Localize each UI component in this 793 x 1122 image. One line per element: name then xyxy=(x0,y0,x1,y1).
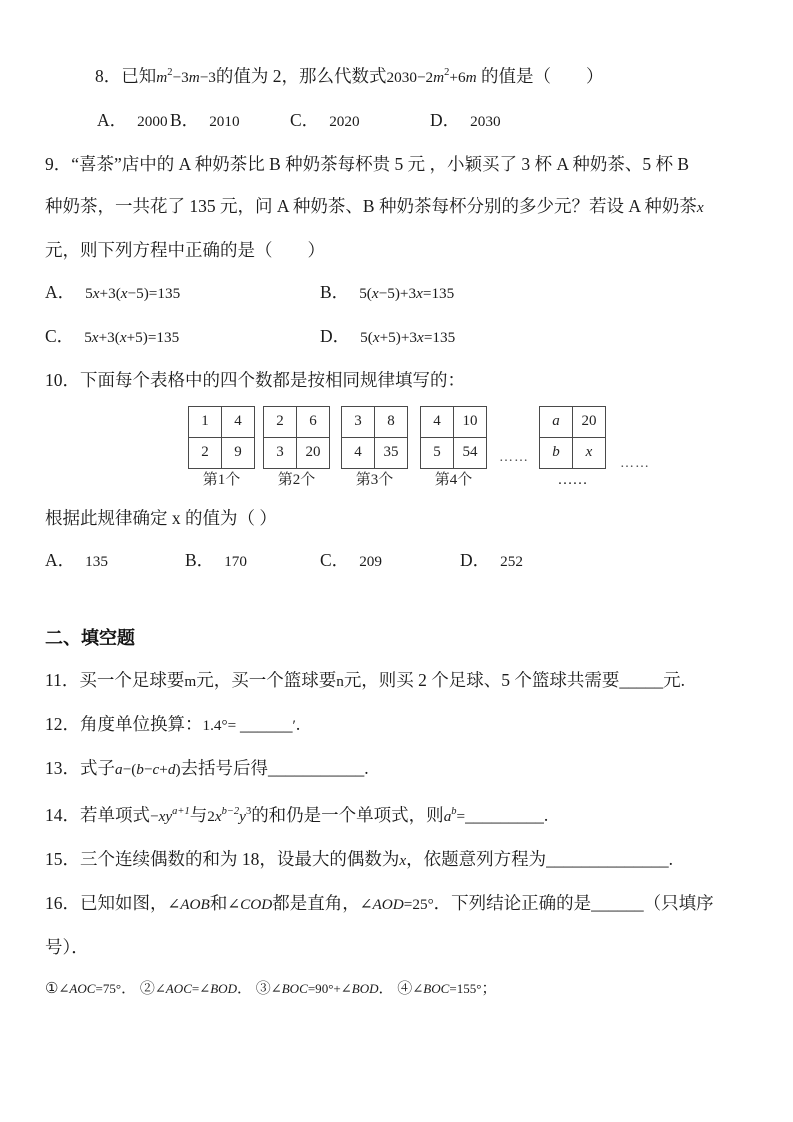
table-grid xyxy=(420,406,487,469)
text-segment: ) xyxy=(175,760,181,778)
text-segment: 5( xyxy=(359,284,372,302)
text-segment: y xyxy=(239,807,246,825)
text-segment: a xyxy=(443,807,452,825)
text-segment: ，依题意列方程为______________. xyxy=(406,848,674,869)
text-segment: 根据此规律确定 x 的值为（ ） xyxy=(45,507,277,528)
question-9-line-3 xyxy=(45,229,751,271)
text-segment: 和 xyxy=(209,892,228,913)
table-cell: 35 xyxy=(375,438,407,468)
text-segment: 13．式子 xyxy=(45,757,115,778)
text-segment: −( xyxy=(122,760,137,778)
table-cell: a xyxy=(540,407,572,437)
table-cell: 20 xyxy=(573,407,605,437)
table-cell: b xyxy=(540,438,572,468)
text-segment: ______ xyxy=(240,713,293,734)
table-cell: 6 xyxy=(297,407,329,437)
text-segment: − xyxy=(143,760,153,778)
option-label: A． xyxy=(97,109,128,130)
text-segment: ； xyxy=(481,980,497,997)
text-segment: ∠AOD xyxy=(359,895,404,913)
question-10-followup xyxy=(45,497,751,539)
text-segment: 11．买一个足球要 xyxy=(45,669,185,690)
text-segment: ∠BOD xyxy=(340,980,379,996)
text-segment: x xyxy=(120,284,128,302)
option-value xyxy=(470,110,500,130)
option-value xyxy=(137,110,167,130)
option-label: D． xyxy=(430,109,461,130)
option-8-a xyxy=(97,99,170,143)
question-9-line-2 xyxy=(45,185,751,229)
text-segment: 3 xyxy=(245,805,252,817)
option-label: B． xyxy=(320,281,350,302)
text-segment: 170 xyxy=(224,552,248,570)
table-cell: 3 xyxy=(342,407,374,437)
question-12-text xyxy=(45,703,751,747)
text-segment: 种奶茶，一共花了 135 元，问 A 种奶茶、B 种奶茶每杯分别的多少元？若设 A 种奶茶 xyxy=(45,195,697,216)
text-segment: 5( xyxy=(360,328,373,346)
text-segment: 的值是（ ） xyxy=(476,65,604,86)
text-segment: 2 xyxy=(444,67,450,78)
option-value xyxy=(209,110,239,130)
section-2-heading: 二、填空题 xyxy=(45,627,135,648)
text-segment: _________. xyxy=(465,804,549,825)
text-segment: 209 xyxy=(359,552,383,570)
question-16-line-1 xyxy=(45,882,751,926)
text-segment: −3 xyxy=(172,68,189,86)
question-10-options xyxy=(45,539,751,583)
table-cell: 8 xyxy=(375,407,407,437)
text-segment: m xyxy=(156,68,168,86)
text-segment: b xyxy=(451,805,457,817)
table-cell: 4 xyxy=(222,407,254,437)
text-segment: =75° xyxy=(95,980,122,996)
text-segment: x xyxy=(371,284,379,302)
table-caption: 第4个 xyxy=(434,471,473,488)
question-16-statements xyxy=(45,968,751,1010)
option-9-c xyxy=(45,315,320,359)
text-segment: −3 xyxy=(199,68,216,86)
option-9-a xyxy=(45,271,320,315)
text-segment: ∠AOC xyxy=(154,980,192,996)
table-grid xyxy=(188,406,255,469)
pattern-table-1 xyxy=(188,406,255,490)
text-segment: +6 xyxy=(449,68,466,86)
text-segment: 元，买一个篮球要 xyxy=(196,669,337,690)
pattern-tables-figure xyxy=(188,406,751,494)
table-cell: 4 xyxy=(342,438,374,468)
pattern-table-4 xyxy=(420,406,487,490)
text-segment: 10．下面每个表格中的四个数都是按相同规律填写的： xyxy=(45,369,465,390)
text-segment: 去括号后得___________. xyxy=(180,757,369,778)
text-segment: ． ② xyxy=(121,980,155,997)
text-segment: 12．角度单位换算： xyxy=(45,713,203,734)
table-cell: x xyxy=(573,438,605,468)
text-segment: 号）． xyxy=(45,936,89,957)
text-segment: +3( xyxy=(99,284,121,302)
option-value xyxy=(359,550,382,570)
text-segment: ． ③ xyxy=(237,980,271,997)
text-segment: 的和仍是一个单项式，则 xyxy=(251,804,444,825)
text-segment: c xyxy=(152,760,160,778)
text-segment: m xyxy=(188,68,200,86)
text-segment: x xyxy=(417,328,424,346)
text-segment: x xyxy=(119,328,127,346)
pattern-table-unknown xyxy=(539,406,606,490)
text-segment: m xyxy=(465,68,477,86)
text-segment: x xyxy=(416,284,423,302)
question-8-options xyxy=(97,99,751,143)
text-segment: 都是直角， xyxy=(272,892,360,913)
text-segment: 与 xyxy=(189,804,208,825)
option-10-b xyxy=(185,539,320,583)
table-cell: 2 xyxy=(189,438,221,468)
text-segment: =155° xyxy=(449,980,482,996)
text-segment: +3( xyxy=(98,328,120,346)
text-segment: 252 xyxy=(500,552,523,570)
text-segment: 5 xyxy=(84,328,92,346)
question-11-text xyxy=(45,659,751,703)
table-cell: 4 xyxy=(421,407,453,437)
text-segment: 2000 xyxy=(137,112,168,130)
text-segment: +5)=135 xyxy=(126,328,180,346)
question-9-options xyxy=(45,271,751,359)
text-segment: b−2 xyxy=(221,805,240,817)
text-segment: 14．若单项式 xyxy=(45,804,150,825)
text-segment: 15．三个连续偶数的和为 18，设最大的偶数为 xyxy=(45,848,400,869)
text-segment: n xyxy=(336,672,344,690)
option-label: D． xyxy=(320,325,351,346)
option-9-d xyxy=(320,315,751,359)
option-value xyxy=(85,550,108,570)
text-segment: −5)+3 xyxy=(378,284,417,302)
ellipsis-right: …… xyxy=(620,455,650,471)
question-15-text xyxy=(45,838,751,882)
option-8-c xyxy=(290,99,430,143)
table-cell: 5 xyxy=(421,438,453,468)
text-segment: 8．已知 xyxy=(95,65,157,86)
text-segment: 2 xyxy=(207,807,215,825)
text-segment: −5)=135 xyxy=(127,284,181,302)
text-segment: +5)+3 xyxy=(379,328,418,346)
text-segment: ∠BOD xyxy=(199,980,238,996)
question-10-text xyxy=(45,359,751,401)
table-caption: 第2个 xyxy=(277,471,316,488)
ellipsis-mid: …… xyxy=(499,449,529,465)
option-label: C． xyxy=(290,109,320,130)
text-segment: 元，则下列方程中正确的是（ ） xyxy=(45,239,325,260)
text-segment: 135 xyxy=(85,552,108,570)
text-segment: 2030 xyxy=(470,112,501,130)
table-cell: 20 xyxy=(297,438,329,468)
option-8-b xyxy=(170,99,290,143)
text-segment: x xyxy=(214,807,222,825)
table-cell: 9 xyxy=(222,438,254,468)
table-cell: 1 xyxy=(189,407,221,437)
option-value xyxy=(360,326,455,346)
text-segment: a+1 xyxy=(172,805,190,817)
question-16-line-2 xyxy=(45,926,751,968)
option-value xyxy=(84,326,179,346)
text-segment: 5 xyxy=(85,284,93,302)
question-14-text xyxy=(45,791,751,838)
text-segment: − xyxy=(150,807,159,825)
option-9-b xyxy=(320,271,751,315)
question-9-line-1 xyxy=(45,143,751,185)
option-label: B． xyxy=(170,109,200,130)
text-segment: . xyxy=(295,713,301,734)
text-segment: =135 xyxy=(422,284,455,302)
option-8-d xyxy=(430,99,751,143)
text-segment: ∠BOC xyxy=(412,980,450,996)
text-segment: ′ xyxy=(292,716,296,734)
question-13-text xyxy=(45,747,751,791)
table-caption: 第3个 xyxy=(355,471,394,488)
text-segment: ∠COD xyxy=(227,895,273,913)
pattern-table-3 xyxy=(341,406,408,490)
option-10-d xyxy=(460,539,751,583)
text-segment: = xyxy=(191,980,200,996)
text-segment: x xyxy=(92,284,100,302)
text-segment: 2030−2 xyxy=(386,68,434,86)
option-label: A． xyxy=(45,281,76,302)
table-grid xyxy=(263,406,330,469)
text-segment: b xyxy=(136,760,144,778)
text-segment: m xyxy=(184,672,197,690)
text-segment: 2010 xyxy=(209,112,240,130)
table-cell: 2 xyxy=(264,407,296,437)
text-segment: 2020 xyxy=(329,112,360,130)
table-grid xyxy=(341,406,408,469)
table-caption: 第1个 xyxy=(202,471,241,488)
text-segment: = xyxy=(456,807,466,825)
option-label: A． xyxy=(45,549,76,570)
text-segment: 9．“喜茶”店中的 A 种奶茶比 B 种奶茶每杯贵 5 元 ，小颖买了 3 杯 A 种奶茶、5 杯 B xyxy=(45,153,690,174)
text-segment: =90°+ xyxy=(307,980,341,996)
text-segment: xy xyxy=(158,807,173,825)
text-segment: ① xyxy=(45,980,59,997)
text-segment: 1.4°= xyxy=(202,716,240,734)
text-segment: ． ④ xyxy=(378,980,413,997)
text-segment: =135 xyxy=(423,328,456,346)
table-cell: 10 xyxy=(454,407,486,437)
text-segment: x xyxy=(399,851,407,869)
option-value xyxy=(224,550,247,570)
text-segment: 元，则买 2 个足球、5 个篮球共需要_____元. xyxy=(343,669,686,690)
option-label: C． xyxy=(45,325,75,346)
text-segment: d xyxy=(167,760,176,778)
text-segment: 2 xyxy=(167,67,173,78)
table-grid xyxy=(539,406,606,469)
text-segment: ∠AOC xyxy=(58,980,96,996)
text-segment: m xyxy=(433,68,445,86)
text-segment: ．下列结论正确的是______（只填序 xyxy=(433,892,714,913)
text-segment: x xyxy=(696,198,704,216)
option-value xyxy=(329,110,359,130)
text-segment: + xyxy=(159,760,168,778)
table-caption: …… xyxy=(557,471,588,488)
option-label: B． xyxy=(185,549,215,570)
option-value xyxy=(359,282,454,302)
pattern-table-2 xyxy=(263,406,330,490)
option-value xyxy=(85,282,180,302)
text-segment: a xyxy=(115,760,123,778)
option-label: C． xyxy=(320,549,350,570)
option-value xyxy=(500,550,523,570)
text-segment: =25° xyxy=(403,895,434,913)
option-10-c xyxy=(320,539,460,583)
text-segment: ∠BOC xyxy=(270,980,308,996)
text-segment: 16．已知如图， xyxy=(45,892,168,913)
text-segment: x xyxy=(372,328,380,346)
option-label: D． xyxy=(460,549,491,570)
text-segment: ∠AOB xyxy=(167,895,210,913)
option-10-a xyxy=(45,539,185,583)
table-cell: 54 xyxy=(454,438,486,468)
table-cell: 3 xyxy=(264,438,296,468)
text-segment: 的值为 2，那么代数式 xyxy=(215,65,387,86)
question-8-text xyxy=(95,52,751,99)
text-segment: x xyxy=(91,328,99,346)
